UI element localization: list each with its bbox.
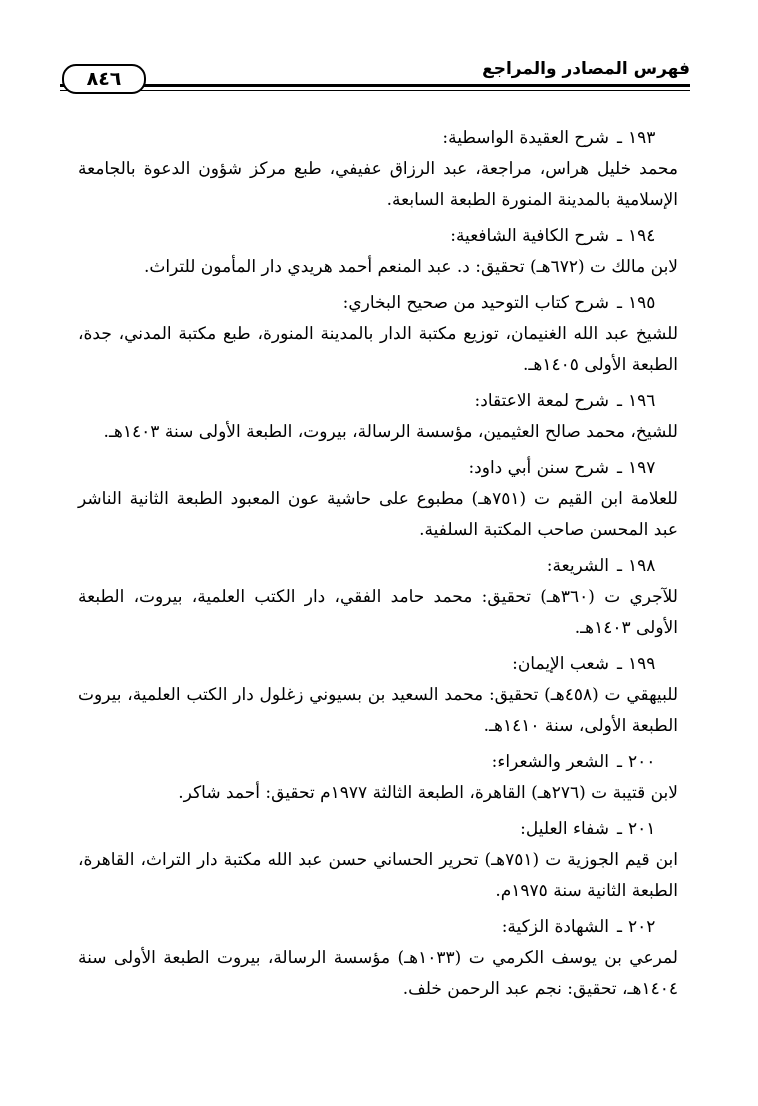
entry-number: ١٩٩	[628, 654, 656, 674]
entry-body: للعلامة ابن القيم ت (٧٥١هـ) مطبوع على حاشية عون المعبود الطبعة الثانية الناشر عبد المحسن صاحب المكتبة السلفية.	[78, 489, 678, 540]
entry-number: ٢٠١	[628, 819, 656, 839]
page-header	[60, 44, 690, 104]
entry-number: ٢٠٢	[628, 917, 656, 937]
entry-dash: ـ	[617, 556, 622, 576]
entry-number: ١٩٥	[628, 293, 656, 313]
entry-number: ١٩٦	[628, 391, 656, 411]
entry-title: شرح سنن أبي داود:	[468, 458, 610, 478]
bibliography-entry	[78, 746, 678, 809]
bibliography-entry	[78, 122, 678, 216]
entry-body: لمرعي بن يوسف الكرمي ت (١٠٣٣هـ) مؤسسة الرسالة، بيروت الطبعة الأولى سنة ١٤٠٤هـ، تحقيق: نجم عبد الرحمن خلف.	[78, 948, 678, 999]
entry-title: الشريعة:	[546, 556, 610, 576]
entry-body: محمد خليل هراس، مراجعة، عبد الرزاق عفيفي، طبع مركز شؤون الدعوة بالجامعة الإسلامية بالمدينة المنورة الطبعة السابعة.	[78, 159, 678, 210]
bibliography-entry	[78, 220, 678, 283]
entry-title: شعب الإيمان:	[512, 654, 610, 674]
page-number-badge: ٨٤٦	[62, 64, 146, 94]
entry-number: ١٩٤	[628, 226, 656, 246]
entry-number: ٢٠٠	[628, 752, 656, 772]
running-header-title: فهرس المصادر والمراجع	[482, 59, 690, 79]
entry-number: ١٩٣	[628, 128, 656, 148]
entry-title: شرح لمعة الاعتقاد:	[474, 391, 610, 411]
entry-body: ابن قيم الجوزية ت (٧٥١هـ) تحرير الحساني حسن عبد الله مكتبة دار التراث، القاهرة، الطبعة الثانية سنة ١٩٧٥م.	[78, 850, 679, 901]
header-rule-thin	[60, 90, 690, 91]
entry-dash: ـ	[617, 391, 622, 411]
entry-body: لابن قتيبة ت (٢٧٦هـ) القاهرة، الطبعة الثالثة ١٩٧٧م تحقيق: أحمد شاكر.	[178, 783, 678, 803]
entry-dash: ـ	[617, 752, 622, 772]
entry-dash: ـ	[617, 226, 622, 246]
entry-body: للشيخ، محمد صالح العثيمين، مؤسسة الرسالة، بيروت، الطبعة الأولى سنة ١٤٠٣هـ.	[103, 422, 678, 442]
entry-title: الشعر والشعراء:	[491, 752, 610, 772]
entry-number: ١٩٨	[628, 556, 656, 576]
bibliography-entry	[78, 911, 678, 1005]
bibliography-entry	[78, 550, 678, 644]
entry-dash: ـ	[617, 128, 622, 148]
entry-dash: ـ	[617, 917, 622, 937]
bibliography-entry	[78, 452, 678, 546]
bibliography-entry	[78, 287, 678, 381]
entry-body: لابن مالك ت (٦٧٢هـ) تحقيق: د. عبد المنعم أحمد هريدي دار المأمون للتراث.	[143, 257, 678, 277]
entry-title: الشهادة الزكية:	[501, 917, 610, 937]
bibliography-entry	[78, 385, 678, 448]
entry-body: للشيخ عبد الله الغنيمان، توزيع مكتبة الدار بالمدينة المنورة، طبع مكتبة المدني، جدة، الطبعة الأولى ١٤٠٥هـ.	[78, 324, 678, 375]
entry-dash: ـ	[617, 819, 622, 839]
entry-body: للآجري ت (٣٦٠هـ) تحقيق: محمد حامد الفقي، دار الكتب العلمية، بيروت، الطبعة الأولى ١٤٠٣هـ.	[78, 587, 678, 638]
entry-dash: ـ	[617, 293, 622, 313]
entry-number: ١٩٧	[628, 458, 656, 478]
entry-title: شرح الكافية الشافعية:	[450, 226, 610, 246]
bibliography-list	[78, 122, 678, 1009]
bibliography-entry	[78, 813, 678, 907]
entry-title: شفاء العليل:	[520, 819, 610, 839]
header-rule-thick	[60, 84, 690, 87]
entry-body: للبيهقي ت (٤٥٨هـ) تحقيق: محمد السعيد بن بسيوني زغلول دار الكتب العلمية، بيروت الطبعة الأولى، سنة ١٤١٠هـ.	[78, 685, 679, 736]
entry-dash: ـ	[617, 654, 622, 674]
entry-title: شرح كتاب التوحيد من صحيح البخاري:	[342, 293, 610, 313]
bibliography-entry	[78, 648, 678, 742]
entry-title: شرح العقيدة الواسطية:	[442, 128, 610, 148]
entry-dash: ـ	[617, 458, 622, 478]
